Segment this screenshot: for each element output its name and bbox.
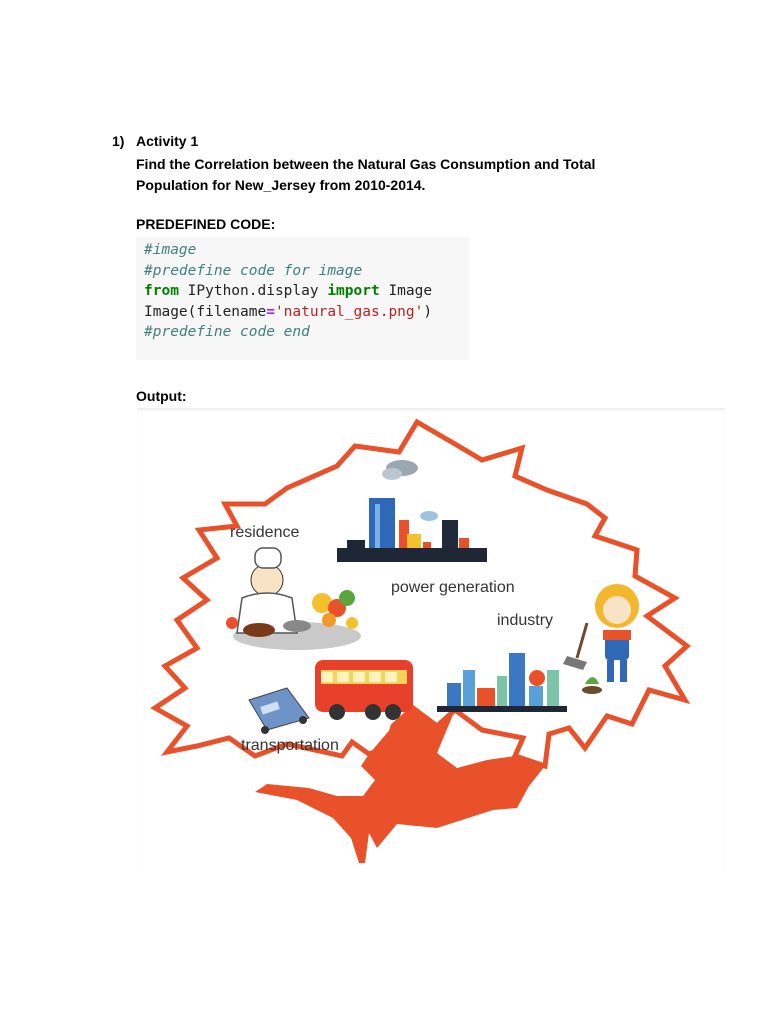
code-line-5: [144, 322, 469, 343]
label-power-generation: power generation: [391, 579, 515, 596]
natural-gas-tree-illustration: [137, 408, 725, 868]
label-industry: industry: [497, 612, 554, 629]
activity-number: 1): [112, 133, 125, 149]
label-transportation: transportation: [241, 737, 339, 754]
code-keyword-import: import: [327, 283, 380, 300]
code-comment: #predefine code end: [144, 324, 310, 341]
code-comment: #image: [144, 242, 197, 258]
code-import-name: Image: [379, 283, 433, 300]
code-string: 'natural_gas.png': [274, 303, 424, 320]
label-residence: residence: [230, 524, 300, 541]
output-label: Output:: [136, 388, 187, 404]
activity-description: Find the Correlation between the Natural Gas Consumption and Total Population for New_Jersey from 2010-2014.: [136, 156, 596, 193]
code-line-1: [144, 240, 469, 261]
code-line-4: [144, 302, 469, 323]
code-module: IPython.display: [178, 283, 328, 300]
code-block: [136, 237, 469, 360]
code-call: Image(filename: [144, 303, 267, 320]
output-figure: [137, 408, 725, 868]
code-line-2: [144, 261, 469, 282]
bus-icon: [315, 660, 413, 720]
code-operator: =: [266, 303, 275, 320]
code-comment: #predefine code for image: [144, 262, 363, 279]
code-keyword-from: from: [144, 283, 179, 300]
code-paren: ): [423, 303, 433, 320]
activity-heading: [112, 133, 198, 149]
code-line-3: [144, 281, 469, 302]
predefined-code-label: PREDEFINED CODE:: [136, 216, 276, 232]
activity-title: Activity 1: [136, 133, 199, 149]
